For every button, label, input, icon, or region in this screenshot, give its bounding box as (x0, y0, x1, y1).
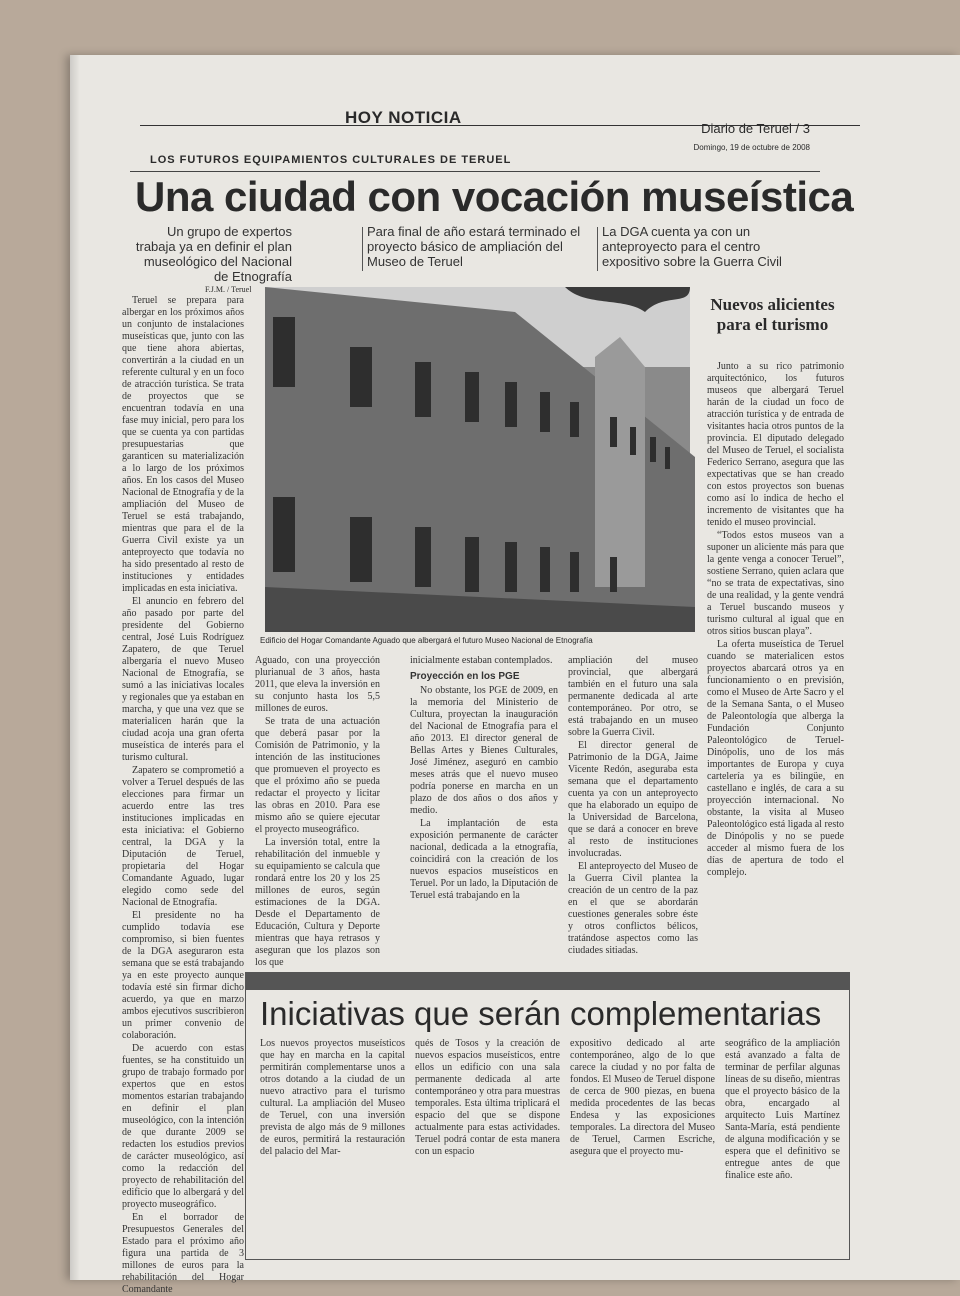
paragraph: inicialmente estaban contemplados. (410, 655, 553, 666)
bottom-box-title: Iniciativas que serán complementarias (260, 995, 822, 1032)
article-column-1 (122, 295, 244, 1295)
bottom-column: seográfico de la ampliación está avanzado a falta de terminar de perfilar algunas líneas de su diseño, mientras que el proyecto básico de la obra, encargado al arquitecto Luis Martínez Santa-María, está pendiente de alguna modificación y se espera que el definitivo se entregue antes de que finalice este año. (725, 1038, 840, 1181)
bottom-box-bar (245, 972, 850, 990)
deck-2: Para final de año estará terminado el proyecto básico de ampliación del Museo de Teruel (367, 224, 581, 269)
newspaper-page (70, 55, 960, 1295)
paragraph: La oferta museística de Teruel cuando se materialicen estos proyectos abarcará otros ya en funcionamiento o en previsión, como el Museo de Arte Sacro y el de la Semana Santa, o el Museo de Paleontología que alberga la Fundación Conjunto Paleontológico de Teruel-Dinópolis, uno de los más importantes de Europa y cuya cartelería ya es bilingüe, en castellano e inglés, de cara a su proyección internacional. No obstante, la visita al Museo Paleontológico está ligada al resto de Dinópolis y no se puede acceder al mismo fuera de los días de apertura de todo el complejo. (707, 639, 844, 878)
paragraph: El anuncio en febrero del año pasado por parte del presidente del Gobierno central, José Luis Rodríguez Zapatero, de que Teruel albergaría el nuevo Museo Nacional de Etnografía, se sumó a las iniciativas locales y regionales que ya estaban en marcha, y que una vez que se materialicen harán que la ciudad acoja una gran oferta museística de interés para el turismo cultural. (122, 596, 244, 763)
kicker: LOS FUTUROS EQUIPAMIENTOS CULTURALES DE TERUEL (150, 154, 512, 166)
page-fold-shadow (70, 55, 80, 1280)
paragraph: El presidente no ha cumplido todavía ese compromiso, si bien fuentes de la DGA aseguraron esta semana que se está trabajando ya en este proyecto aunque todavía esté sin firmar dicho acuerdo, ya que en marzo ambos ejecutivos suscribieron un primer convenio de colaboración. (122, 910, 244, 1041)
paragraph: “Todos estos museos van a suponer un aliciente más para que la gente venga a conocer Teruel”, sostiene Serrano, quien aclara que “no se trata de expectativas, sino de una realidad, y la gente vendrá a Teruel buscando museos y turismo cultural al igual que en otros sitios buscan playa”. (707, 530, 844, 637)
deck-3: La DGA cuenta ya con un anteproyecto para el centro expositivo sobre la Guerra Civil (602, 224, 782, 269)
article-column-4 (568, 655, 698, 958)
paragraph: La implantación de esta exposición permanente de carácter nacional, dedicada a la etnografía, coincidirá con la creación de los nuevos espacios museísticos en Teruel. Por un lado, la Diputación de Teruel está trabajando en la (410, 818, 558, 901)
photo-caption: Edificio del Hogar Comandante Aguado que albergará el futuro Museo Nacional de Etnografía (260, 636, 593, 645)
paper-name: Diario de Teruel / 3 (701, 121, 810, 136)
byline: F.J.M. / Teruel (205, 285, 252, 294)
deck-separator (597, 227, 598, 271)
paragraph: Junto a su rico patrimonio arquitectónico, los futuros museos que albergará Teruel harán de la ciudad un foco de atracción turística y de entrada de visitantes hacia otros puntos de la provincia. El diputado delegado del Museo de Teruel, el socialista Federico Serrano, asegura que las expectativas que se han creado con estos proyectos son buenas como así lo indica de hecho el incremento de visitantes que ha tenido el museo provincial. (707, 361, 844, 528)
bottom-column: expositivo dedicado al arte contemporáneo, algo de lo que carece la ciudad y no por falta de fondos. El Museo de Teruel dispone de cerca de 900 piezas, en buena medida procedentes de las becas Endesa y las exposiciones temporales. La directora del Museo de Teruel, Carmen Escriche, asegura que el proyecto mu- (570, 1038, 715, 1157)
deck-1: Un grupo de expertos trabaja ya en definir el plan museológico del Nacional de Etnografía (135, 224, 292, 284)
paragraph: No obstante, los PGE de 2009, en la memoria del Ministerio de Cultura, proyectan la inauguración del Nacional de Etnografía para el año 2013. El director general de Bellas Artes y Bienes Culturales, José Jiménez, aseguró en cambio meses atrás que el nuevo museo podría ponerse en marcha en un plazo de dos años o dos años y medio. (410, 685, 558, 816)
building-photo-icon (265, 287, 690, 632)
paragraph: El anteproyecto del Museo de la Guerra Civil plantea la creación de un centro de la paz en el que se abordarán cuestiones generales sobre éste y otros conflictos bélicos, tratándose aspectos como las ciudades sitiadas. (568, 861, 698, 956)
bottom-column: Los nuevos proyectos museísticos que hay en marcha en la capital permitirán complementarse unos a otros dotando a la ciudad de un nuevo atractivo para el turismo cultural. La ampliación del Museo de Teruel, con una inversión prevista de algo más de 9 millones de euros, permitirá la restauración del palacio del Mar- (260, 1038, 405, 1157)
paragraph: Zapatero se comprometió a volver a Teruel después de las elecciones para firmar un acuerdo entre las tres instituciones implicadas en esta iniciativa: el Gobierno central, la DGA y la Diputación de Teruel, propietaria del Hogar Comandante Aguado, lugar elegido como sede del Nacional de Etnografía. (122, 765, 244, 908)
paragraph: En el borrador de Presupuestos Generales del Estado para el próximo año figura una partida de 3 millones de euros para la rehabilitación del Hogar Comandante (122, 1212, 244, 1295)
deck-separator (362, 227, 363, 271)
kicker-rule (130, 171, 820, 172)
article-photo (265, 287, 690, 632)
article-column-3 (410, 655, 558, 903)
issue-date: Domingo, 19 de octubre de 2008 (693, 143, 810, 152)
sidebar-body (707, 361, 844, 880)
paragraph: Aguado, con una proyección plurianual de 3 años, hasta 2011, que eleva la inversión en su conjunto hasta los 5,5 millones de euros. (255, 655, 380, 714)
sidebar-title: Nuevos alicientes para el turismo (710, 295, 835, 335)
paragraph: ampliación del museo provincial, que albergará también en el futuro una sala permanente dedicada al arte contemporáneo. Por otro, se está trabajando en un museo sobre la Guerra Civil. (568, 655, 698, 738)
article-column-2 (255, 655, 380, 970)
paragraph: La inversión total, entre la rehabilitación del inmueble y su equipamiento se calcula que rondará entre los 20 y los 25 millones de euros, según estimaciones de la DGA. Desde el Departamento de Educación, Cultura y Deporte mientras que haya retrasos y aseguran que los plazos son los que (255, 837, 380, 968)
headline: Una ciudad con vocación museística (135, 173, 854, 220)
bottom-column: qués de Tosos y la creación de nuevos espacios museísticos, entre ellos un edificio con una sala permanente dedicada al arte contemporáneo y otra para muestras temporales. Esta última triplicará el espacio del que se dispone actualmente para estas actividades. Teruel podrá contar de esta manera con un espacio (415, 1038, 560, 1157)
section-title: HOY NOTICIA (345, 108, 462, 127)
paragraph: De acuerdo con estas fuentes, se ha constituido un grupo de trabajo formado por expertos que en estos momentos estarían trabajando en definir el plan museológico, con la intención de que durante 2009 se redacten los estudios previos de carácter museológico, así como la redacción del proyecto de rehabilitación del edificio que lo albergará y del proyecto museográfico. (122, 1043, 244, 1210)
paragraph: Se trata de una actuación que deberá pasar por la Comisión de Patrimonio, y la intención de las instituciones que promueven el proyecto es que el próximo año se pueda redactar el proyecto y licitar las obras en 2010. Para ese mismo año se quiere ejecutar el proyecto museográfico. (255, 716, 380, 835)
paragraph: Teruel se prepara para albergar en los próximos años un conjunto de instalaciones museísticas que, junto con las que tiene ahora abiertas, convertirán a la ciudad en un referente cultural y en un foco de atracción turística. Se trata de proyectos que se encuentran todavía en una fase muy inicial, pero para los que se cuenta ya con partidas presupuestarias que garanticen su materialización a lo largo de los próximos años. En los casos del Museo Nacional de Etnografía y de la ampliación del Museo de Teruel se está trabajando, mientras que para el de la Guerra Civil existe ya un anteproyecto que todavía no ha sido presentado al resto de instituciones y entidades implicadas en esta iniciativa. (122, 295, 244, 594)
subheading: Proyección en los PGE (410, 671, 520, 682)
paragraph: El director general de Patrimonio de la DGA, Jaime Vicente Redón, aseguraba esta semana que el departamento cuenta ya con un anteproyecto que ha elaborado un equipo de la Universidad de Barcelona, que se dará a conocer en breve al resto de instituciones involucradas. (568, 740, 698, 859)
